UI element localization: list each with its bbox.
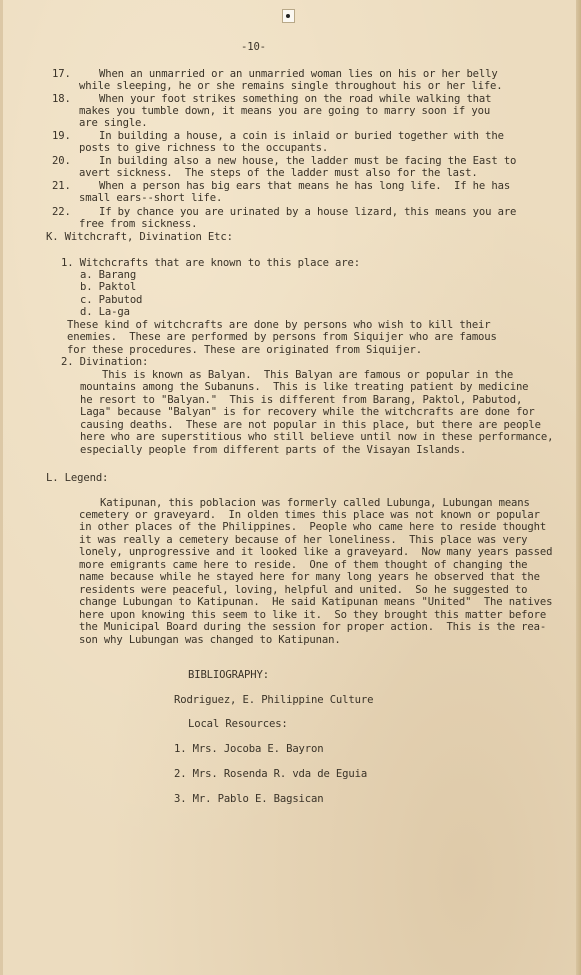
divination-text-line: he resort to "Balyan." This is different from Barang, Paktol, Pabutod, (80, 394, 523, 406)
punch-hole-mark (282, 9, 295, 23)
witchcraft-intro: 1. Witchcrafts that are known to this place are: (61, 257, 360, 269)
legend-text-line: cemetery or graveyard. In olden times this place was not known or popular (79, 509, 540, 521)
item-text-line: while sleeping, he or she remains single throughout his or her life. (79, 80, 503, 92)
section-k-heading: K. Witchcraft, Divination Etc: (46, 231, 233, 243)
divination-text-line: Laga" because "Balyan" is for recovery while the witchcrafts are done for (80, 406, 535, 418)
bibliography-heading: BIBLIOGRAPHY: (188, 669, 269, 681)
witchcraft-text-line: These kind of witchcrafts are done by persons who wish to kill their (67, 319, 491, 331)
legend-text-line: lonely, unprogressive and it looked like a graveyard. Now many years passed (79, 546, 553, 558)
page-left-edge (0, 0, 3, 975)
page-right-edge (576, 0, 581, 975)
local-resource-item: 1. Mrs. Jocoba E. Bayron (174, 743, 324, 755)
witchcraft-list-item: c. Pabutod (80, 294, 143, 306)
witchcraft-text-line: for these procedures. These are originated from Siquijer. (67, 344, 422, 356)
item-number: 21. (52, 180, 71, 192)
legend-text-line: in other places of the Philippines. People who came here to reside thought (79, 521, 547, 533)
item-text-line: If by chance you are urinated by a house lizard, this means you are (99, 206, 517, 218)
local-resource-item: 2. Mrs. Rosenda R. vda de Eguia (174, 768, 368, 780)
witchcraft-list-item: a. Barang (80, 269, 137, 281)
page-number: -10- (241, 41, 266, 53)
item-number: 17. (52, 68, 71, 80)
local-resource-item: 3. Mr. Pablo E. Bagsican (174, 793, 324, 805)
section-l-heading: L. Legend: (46, 472, 109, 484)
witchcraft-list-item: d. La-ga (80, 306, 130, 318)
item-text-line: small ears--short life. (79, 192, 223, 204)
item-number: 19. (52, 130, 71, 142)
legend-text-line: it was really a cemetery because of her loneliness. This place was very (79, 534, 528, 546)
legend-text-line: son why Lubungan was changed to Katipunan. (79, 634, 341, 646)
legend-text-line: more emigrants came here to reside. One of them thought of changing the (79, 559, 528, 571)
legend-text-line: residents were peaceful, loving, helpful and united. So he suggested to (79, 584, 528, 596)
witchcraft-text-line: enemies. These are performed by persons from Siquijer who are famous (67, 331, 497, 343)
item-text-line: When a person has big ears that means he has long life. If he has (99, 180, 511, 192)
bibliography-source: Rodriguez, E. Philippine Culture (174, 694, 374, 706)
local-resources-heading: Local Resources: (188, 718, 288, 730)
item-number: 22. (52, 206, 71, 218)
item-text-line: When your foot strikes something on the road while walking that (99, 93, 492, 105)
divination-text-line: mountains among the Subanuns. This is like treating patient by medicine (80, 381, 529, 393)
item-number: 18. (52, 93, 71, 105)
item-text-line: posts to give richness to the occupants. (79, 142, 329, 154)
legend-text-line: Katipunan, this poblacion was formerly called Lubunga, Lubungan means (100, 497, 530, 509)
item-text-line: free from sickness. (79, 218, 198, 230)
divination-text-line: This is known as Balyan. This Balyan are famous or popular in the (102, 369, 514, 381)
divination-text-line: here who are superstitious who still believe until now in these performance, (80, 431, 554, 443)
item-text-line: In building also a new house, the ladder must be facing the East to (99, 155, 517, 167)
legend-text-line: the Municipal Board during the session for proper action. This is the rea- (79, 621, 547, 633)
item-text-line: makes you tumble down, it means you are going to marry soon if you (79, 105, 491, 117)
item-number: 20. (52, 155, 71, 167)
legend-text-line: change Lubungan to Katipunan. He said Katipunan means "United" The natives (79, 596, 553, 608)
witchcraft-list-item: b. Paktol (80, 281, 137, 293)
item-text-line: In building a house, a coin is inlaid or buried together with the (99, 130, 504, 142)
divination-heading: 2. Divination: (61, 356, 149, 368)
divination-text-line: especially people from different parts of the Visayan Islands. (80, 444, 467, 456)
item-text-line: are single. (79, 117, 148, 129)
item-text-line: avert sickness. The steps of the ladder must also for the last. (79, 167, 478, 179)
legend-text-line: here upon knowing this seem to like it. So they brought this matter before (79, 609, 547, 621)
item-text-line: When an unmarried or an unmarried woman lies on his or her belly (99, 68, 498, 80)
divination-text-line: causing deaths. These are not popular in this place, but there are people (80, 419, 541, 431)
legend-text-line: name because while he stayed here for many long years he observed that the (79, 571, 540, 583)
